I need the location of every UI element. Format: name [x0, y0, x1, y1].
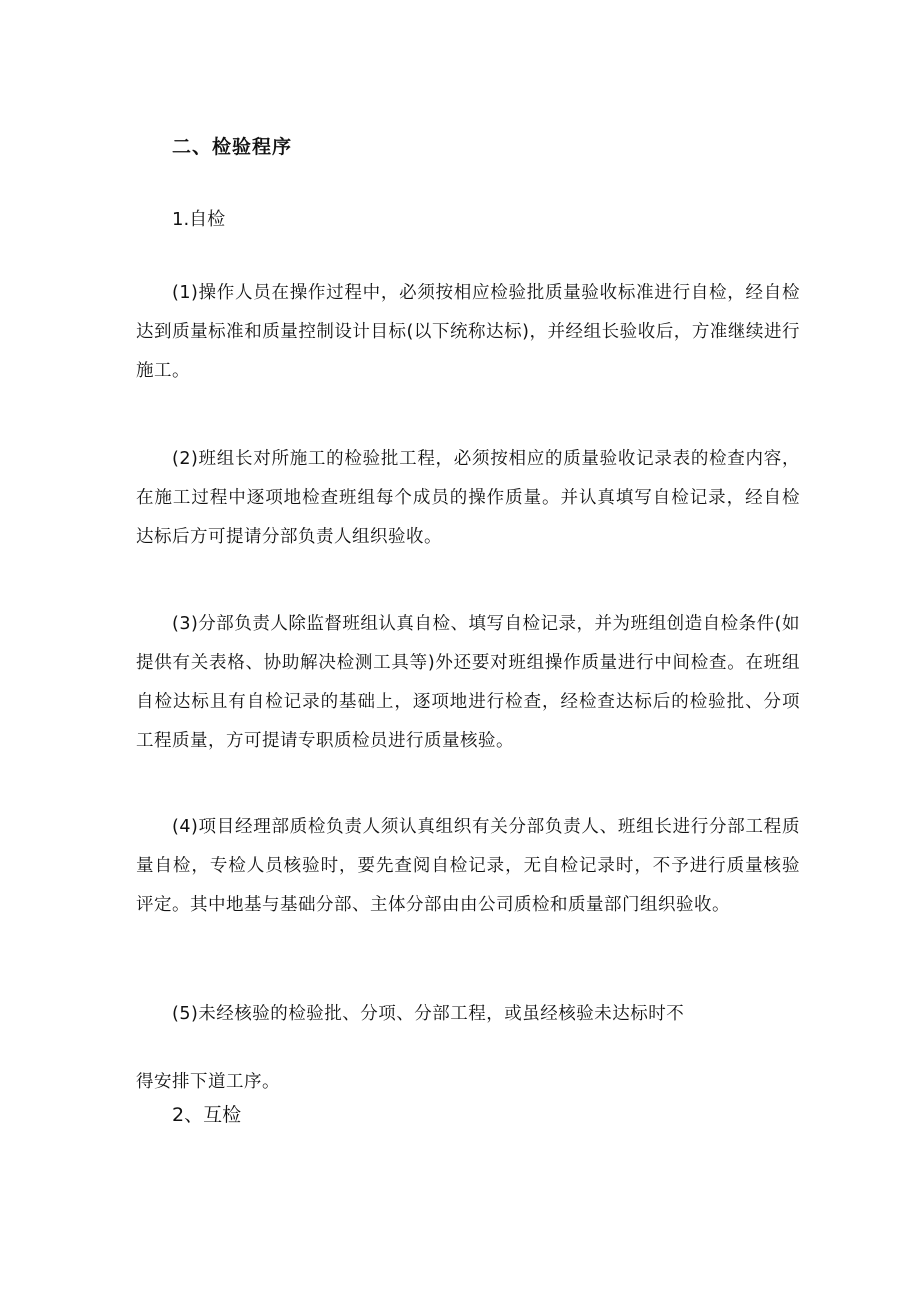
paragraph-5-line-2: 得安排下道工序。: [136, 1072, 280, 1092]
subsection-title-mutual-inspection: 2、互检: [172, 1104, 242, 1126]
subsection-title-self-inspection: 1.自检: [172, 209, 226, 230]
paragraph-2: (2)班组长对所施工的检验批工程，必须按相应的质量验收记录表的检查内容，在施工过程中逐项地检查班组每个成员的操作质量。并认真填写自检记录，经自检达标后方可提请分部负责人组织验收。: [136, 449, 800, 547]
paragraph-1: (1)操作人员在操作过程中，必须按相应检验批质量验收标准进行自检，经自检达到质量标准和质量控制设计目标(以下统称达标)，并经组长验收后，方准继续进行施工。: [136, 283, 800, 381]
paragraph-3: (3)分部负责人除监督班组认真自检、填写自检记录，并为班组创造自检条件(如提供有关表格、协助解决检测工具等)外还要对班组操作质量进行中间检查。在班组自检达标且有自检记录的基础上，逐项地进行检查，经检查达标后的检验批、分项工程质量，方可提请专职质检员进行质量核验。: [136, 614, 800, 751]
paragraph-5-line-1: (5)未经核验的检验批、分项、分部工程，或虽经核验未达标时不: [172, 1004, 685, 1024]
paragraph-4: (4)项目经理部质检负责人须认真组织有关分部负责人、班组长进行分部工程质量自检，专检人员核验时，要先查阅自检记录，无自检记录时，不予进行质量核验评定。其中地基与基础分部、主体分部由由公司质检和质量部门组织验收。: [136, 817, 800, 915]
section-heading: 二、检验程序: [172, 136, 293, 158]
